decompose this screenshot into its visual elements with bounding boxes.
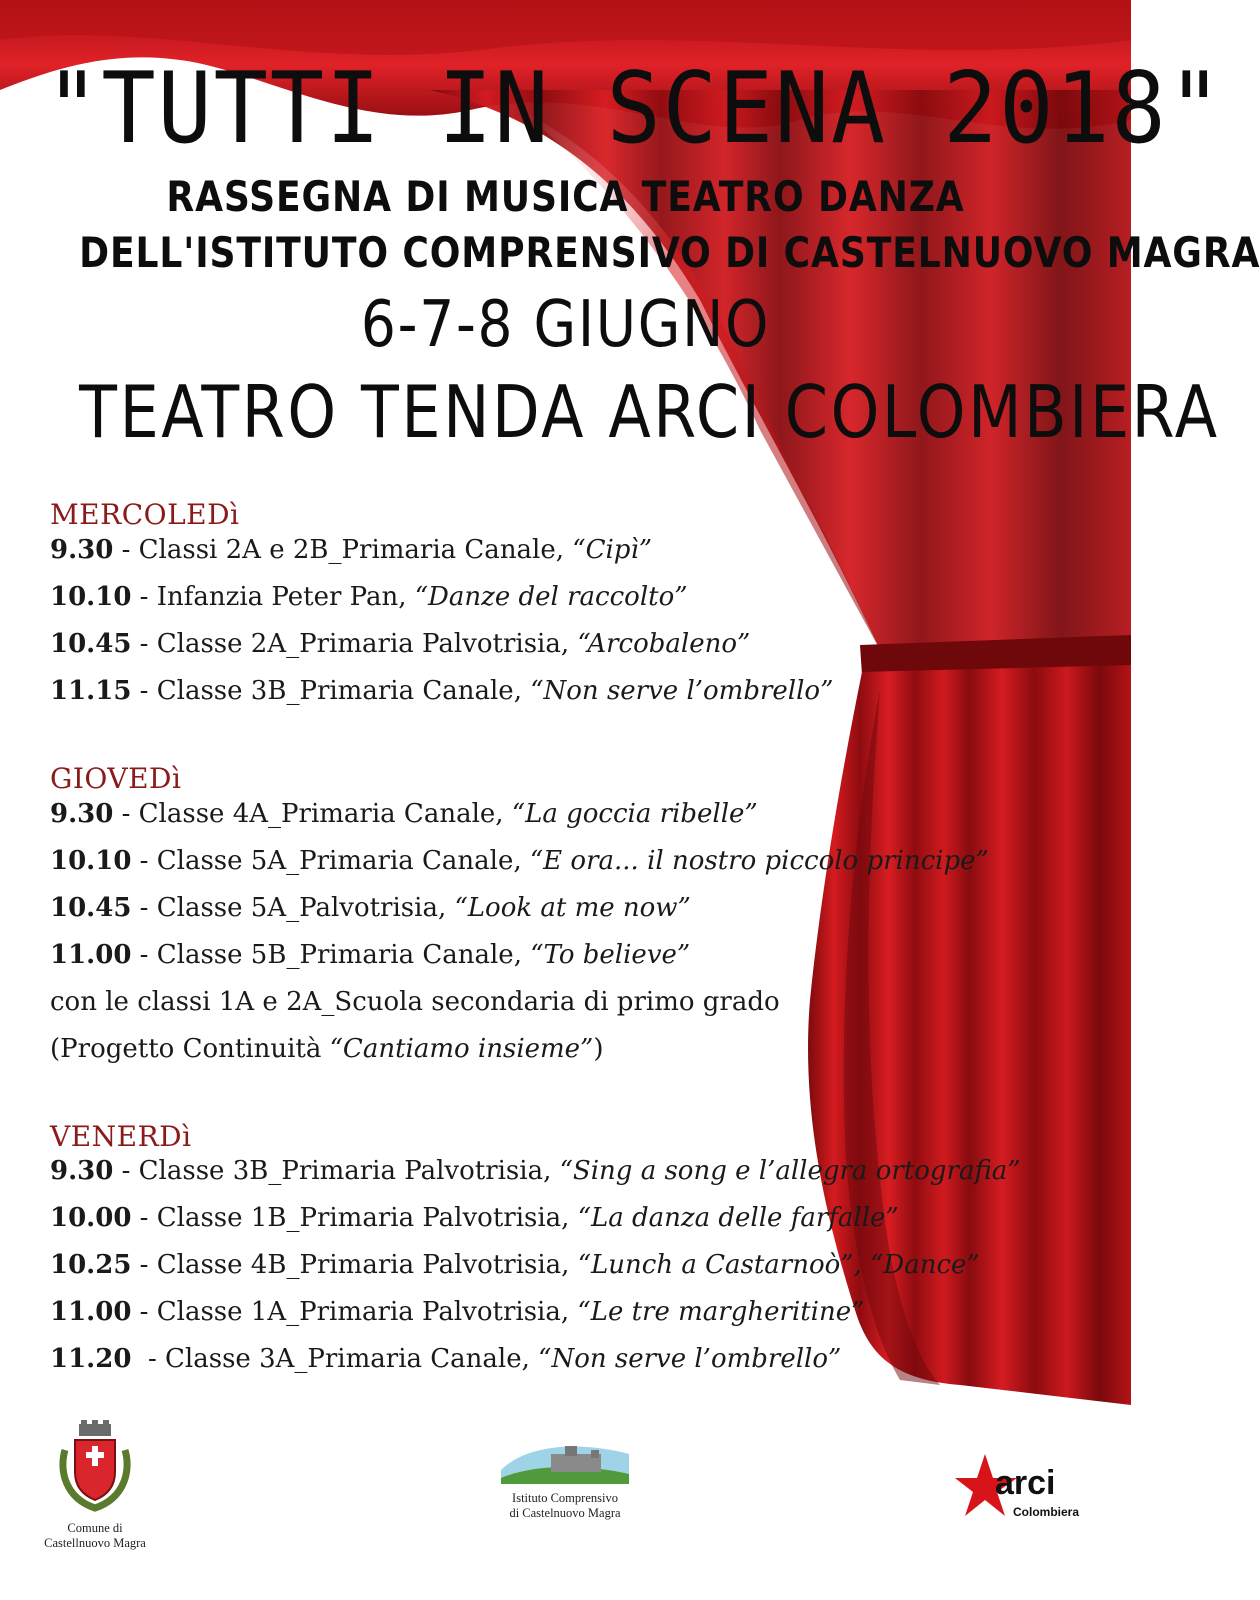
row-time: 11.00: [50, 940, 132, 970]
row-title: “Danze del raccolto”: [414, 582, 688, 612]
row-title: “To believe”: [530, 940, 691, 970]
istituto-caption-2: di Castelnuovo Magra: [509, 1506, 621, 1520]
schedule-row: 10.10 - Classe 5A_Primaria Canale, “E ora... il nostro piccolo principe”: [50, 846, 989, 876]
row-title: “Look at me now”: [454, 893, 691, 923]
castle-hill-icon: [495, 1440, 635, 1486]
row-time: 9.30: [50, 535, 114, 565]
schedule-note: [50, 1034, 604, 1064]
row-text: Classe 2A_Primaria Palvotrisia,: [156, 629, 578, 659]
coat-of-arms-icon: [55, 1420, 135, 1516]
row-title: “Sing a song e l’allegra ortografia”: [559, 1156, 1021, 1186]
row-text: Classe 4B_Primaria Palvotrisia,: [156, 1250, 578, 1280]
row-text: Classe 5B_Primaria Canale,: [156, 940, 531, 970]
arci-wordmark: arci: [995, 1464, 1056, 1502]
row-time: 10.10: [50, 846, 132, 876]
row-time: 10.45: [50, 629, 132, 659]
row-text: Classe 3B_Primaria Palvotrisia,: [138, 1156, 560, 1186]
comune-logo: [30, 1420, 160, 1551]
note-text: (Progetto Continuità: [50, 1034, 330, 1064]
row-title: “Arcobaleno”: [577, 629, 751, 659]
row-time: 10.25: [50, 1250, 132, 1280]
arci-logo: [955, 1450, 1105, 1525]
row-title: “Le tre margheritine”: [577, 1297, 865, 1327]
row-title: “La danza delle farfalle”: [577, 1203, 899, 1233]
row-time: 10.00: [50, 1203, 132, 1233]
istituto-caption-1: Istituto Comprensivo: [512, 1491, 618, 1505]
comune-caption-1: Comune di: [67, 1521, 123, 1535]
comune-caption-2: Castellnuovo Magra: [44, 1536, 146, 1550]
row-time: 9.30: [50, 799, 114, 829]
arci-star-icon: [955, 1450, 1105, 1520]
schedule-row: 10.45 - Classe 2A_Primaria Palvotrisia, “Arcobaleno”: [50, 629, 751, 659]
row-title: “La goccia ribelle”: [511, 799, 758, 829]
schedule-row: 10.25 - Classe 4B_Primaria Palvotrisia, “Lunch a Castarnoò”, “Dance”: [50, 1250, 980, 1280]
schedule-row: 9.30 - Classe 3B_Primaria Palvotrisia, “Sing a song e l’allegra ortografia”: [50, 1156, 1021, 1186]
row-title: “E ora... il nostro piccolo principe”: [529, 846, 989, 876]
schedule-row: 11.15 - Classe 3B_Primaria Canale, “Non serve l’ombrello”: [50, 676, 834, 706]
row-time: 11.00: [50, 1297, 132, 1327]
row-text: Classi 2A e 2B_Primaria Canale,: [138, 535, 573, 565]
schedule-row: 11.00 - Classe 1A_Primaria Palvotrisia, “Le tre margheritine”: [50, 1297, 865, 1327]
schedule-row: 9.30 - Classe 4A_Primaria Canale, “La goccia ribelle”: [50, 799, 758, 829]
row-title: “Non serve l’ombrello”: [530, 676, 834, 706]
row-text: Classe 1B_Primaria Palvotrisia,: [156, 1203, 578, 1233]
schedule-row: 11.00 - Classe 5B_Primaria Canale, “To believe”: [50, 940, 691, 970]
event-dates: 6-7-8 GIUGNO: [360, 288, 771, 362]
row-time: 11.20: [50, 1344, 132, 1374]
schedule-note: con le classi 1A e 2A_Scuola secondaria di primo grado: [50, 987, 780, 1017]
note-title: “Cantiamo insieme”: [329, 1034, 594, 1064]
schedule-row: 10.45 - Classe 5A_Palvotrisia, “Look at me now”: [50, 893, 691, 923]
row-text: Classe 4A_Primaria Canale,: [138, 799, 512, 829]
event-venue: TEATRO TENDA ARCI COLOMBIERA: [79, 370, 1220, 454]
row-text: Classe 5A_Primaria Canale,: [156, 846, 530, 876]
row-time: 9.30: [50, 1156, 114, 1186]
row-title: “Lunch a Castarnoò”, “Dance”: [577, 1250, 980, 1280]
schedule-row: 11.20 - Classe 3A_Primaria Canale, “Non serve l’ombrello”: [50, 1344, 842, 1374]
row-text: Infanzia Peter Pan,: [156, 582, 415, 612]
schedule-row: 10.10 - Infanzia Peter Pan, “Danze del raccolto”: [50, 582, 688, 612]
istituto-logo: [490, 1440, 640, 1521]
day-heading-mercoledi: MERCOLEDì: [50, 498, 240, 531]
poster-title: "TUTTI IN SCENA 2018": [45, 52, 1224, 166]
note-text: ): [593, 1034, 604, 1064]
subtitle-line-2: DELL'ISTITUTO COMPRENSIVO DI CASTELNUOVO MAGRA: [79, 228, 1260, 277]
row-title: “Cipì”: [572, 535, 653, 565]
row-time: 10.45: [50, 893, 132, 923]
day-heading-giovedi: GIOVEDì: [50, 762, 182, 795]
row-text: Classe 3B_Primaria Canale,: [156, 676, 531, 706]
schedule-row: 10.00 - Classe 1B_Primaria Palvotrisia, “La danza delle farfalle”: [50, 1203, 899, 1233]
row-text: Classe 5A_Palvotrisia,: [156, 893, 455, 923]
row-text: Classe 3A_Primaria Canale,: [165, 1344, 539, 1374]
day-heading-venerdi: VENERDì: [50, 1120, 192, 1153]
row-text: Classe 1A_Primaria Palvotrisia,: [156, 1297, 578, 1327]
schedule-row: 9.30 - Classi 2A e 2B_Primaria Canale, “Cipì”: [50, 535, 653, 565]
row-time: 11.15: [50, 676, 132, 706]
arci-subtitle: Colombiera: [1013, 1505, 1080, 1519]
subtitle-line-1: RASSEGNA DI MUSICA TEATRO DANZA: [166, 172, 965, 221]
row-time: 10.10: [50, 582, 132, 612]
row-title: “Non serve l’ombrello”: [538, 1344, 842, 1374]
